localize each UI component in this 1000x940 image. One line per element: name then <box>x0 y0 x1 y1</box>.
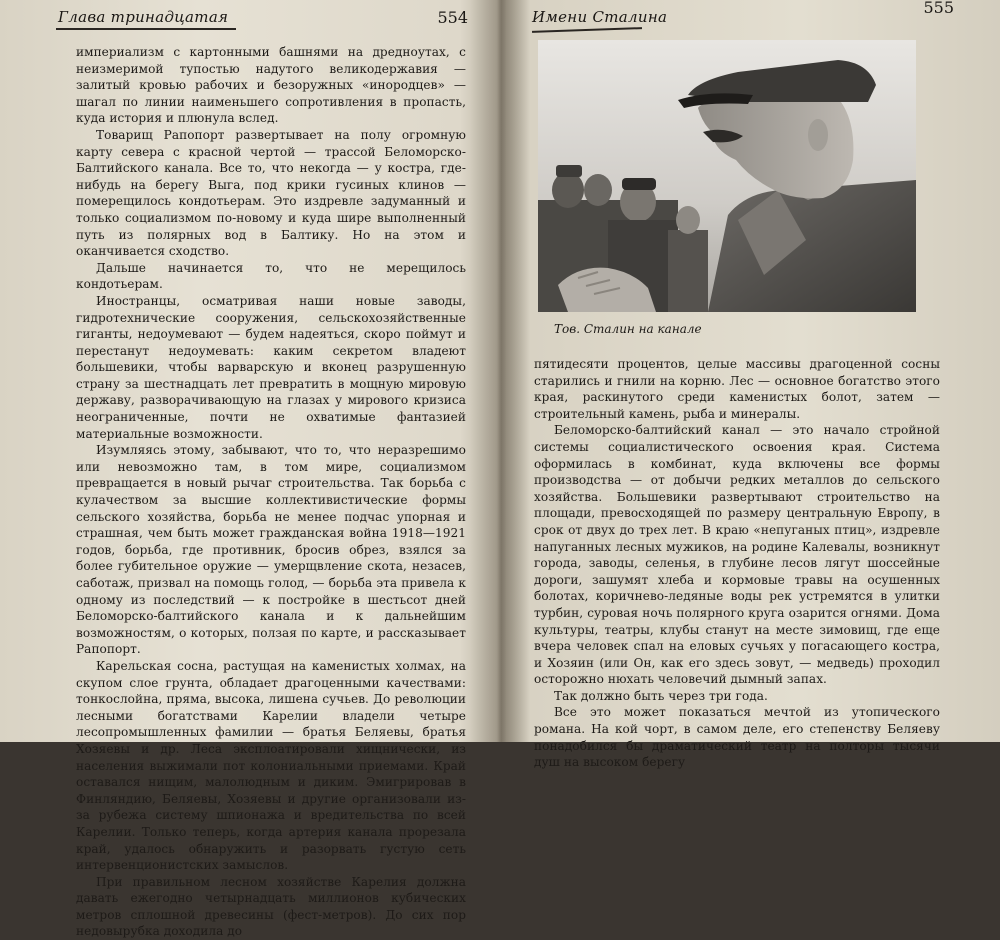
book-gutter <box>470 0 530 742</box>
left-paragraph-3: Дальше начинается то, что не мерещилось кондотьерам. <box>76 260 466 292</box>
left-page-number: 554 <box>437 8 468 27</box>
left-paragraph-5: Изумляясь этому, забывают, что то, что неразрешимо или невозможно там, в том мире, социализмом превращается в новый рычаг строительства. Так борьба с кулачеством за высшие коллективистические формы сельского хозяйства, борьба не менее подчас упорная и страшная, чем быть может гражданская война 1918—1921 годов, борьба, где противник, бросив обрез, взялся за более губительное оружие — умерщвление скота, незасев, саботаж, призвал на помощь голод, — борьба эта привела к одному из последствий — к постройке в шестьсот дней Беломорско-балтийского канала и к дальнейшим возможностям, о которых, ползая по карте, и рассказывает Рапопорт. <box>76 443 466 657</box>
stalin-photo <box>538 40 916 312</box>
right-paragraph-4: Все это может показаться мечтой из утопического романа. На кой чорт, в самом деле, его степенству Беляеву понадобился бы драматический театр на полторы тысячи душ на высоком берегу <box>534 705 940 770</box>
right-page-header <box>532 0 954 28</box>
right-paragraph-3: Так должно быть через три года. <box>554 688 768 703</box>
right-page-body <box>534 356 940 771</box>
left-running-title: Глава тринадцатая <box>58 8 229 26</box>
right-running-title: Имени Сталина <box>532 8 668 26</box>
left-header-rule <box>56 28 236 30</box>
photo-illustration <box>538 40 916 312</box>
left-paragraph-1: империализм с картонными башнями на дредноутах, с неизмеримой тупостью надутого великодержавия — залитый кровью рабочих и безоружных «инородцев» — шагал по линии наименьшего сопротивления в пропасть, куда история и плюнула вслед. <box>76 45 466 126</box>
left-paragraph-4: Иностранцы, осматривая наши новые заводы, гидротехнические сооружения, сельскохозяйственные гиганты, недоумевают — будем надеяться, скоро поймут и перестанут недоумевать: каким секретом владеют большевики, чтобы варварскую и вконец разрушенную страну за шестнадцать лет превратить в мощную мировую державу, разворачивающую на глазах у мирового кризиса неограниченные, почти не охватимые фантазией материальные возможности. <box>76 293 466 441</box>
left-paragraph-2: Товарищ Рапопорт развертывает на полу огромную карту севера с красной чертой — трассой Беломорско-Балтийского канала. Все то, что некогда — у костра, где-нибудь на берегу Выга, под крики гусиных клинов — померещилось кондотьерам. Это издревле задуманный и только социализмом по-новому и куда шире выполненный путь из полярных вод в Балтику. Но на этом и оканчивается сходство. <box>76 127 466 259</box>
right-page <box>532 0 954 770</box>
left-page <box>52 0 470 939</box>
left-paragraph-6: Карельская сосна, растущая на каменистых холмах, на скупом слое грунта, обладает драгоценными качествами: тонкослойна, пряма, высока, лишена сучьев. До революции лесными богатствами Карелии владели четыре лесопромышленных фамилии — братья Беляевы, братья Хозяевы и др. Леса эксплоатировали хищнически, из населения выжимали пот колониальными приемами. Край оставался нищим, малолюдным и диким. Эмигрировав в Финляндию, Беляевы, Хозяевы и другие организовали из-за рубежа систему шпионажа и вредительства по всей Карелии. Только теперь, когда артерия канала прорезала край, удалось обнаружить и разорвать густую сеть интервенционистских замыслов. <box>76 658 466 873</box>
right-paragraph-2: Беломорско-балтийский канал — это начало стройной системы социалистического освоения края. Система оформилась в комбинат, куда включены все формы производства — от добычи редких металлов до сельского хозяйства. Большевики развертывают строительство на площади, превосходящей по размеру центральную Европу, в срок от двух до трех лет. В краю «непуганых птиц», издревле напуганных лесных мужиков, на родине Калевалы, возникнут города, заводы, селенья, в глубине лесов лягут шоссейные дороги, зашумят хлеба и кормовые травы на осушенных болотах, коричнево-ледяные воды рек устремятся в улитки турбин, суровая ночь полярного круга озарится огнями. Дома культуры, театры, клубы станут на месте зимовищ, где еще вчера человек спал на еловых сучьях у погасающего костра, и Хозяин (или Он, как его здесь зовут, — медведь) проходил осторожно нюхать человечий дымный запах. <box>534 423 940 687</box>
left-page-body <box>76 44 466 940</box>
right-paragraph-1: пятидесяти процентов, целые массивы драгоценной сосны старились и гнили на корню. Лес — основное богатство этого края, раскинутого среди каменистых болот, затем — строительный камень, рыба и минералы. <box>534 357 940 421</box>
left-paragraph-7: При правильном лесном хозяйстве Карелия должна давать ежегодно четырнадцать миллионов кубических метров сплошной древесины (фест-метров). До сих пор недовырубка доходила до <box>76 874 466 939</box>
left-page-header <box>52 6 470 28</box>
right-header-rule <box>532 27 642 32</box>
right-page-number: 555 <box>923 0 954 17</box>
photo-caption: Тов. Сталин на канале <box>554 322 702 336</box>
